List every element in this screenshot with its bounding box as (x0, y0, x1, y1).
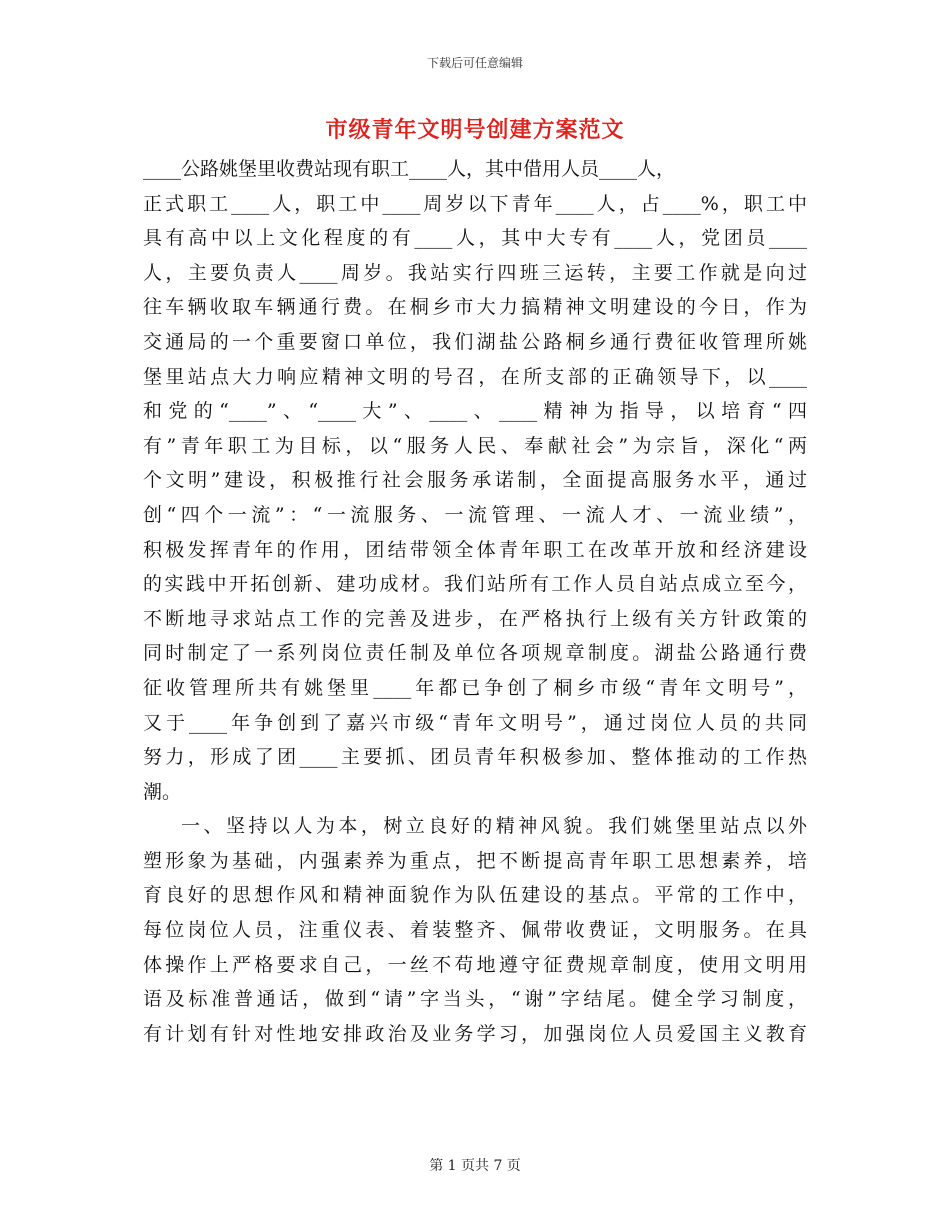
body-line: 育良好的思想作风和精神面貌作为队伍建设的基点。平常的工作中， (143, 884, 807, 907)
body-line: ____公路姚堡里收费站现有职工____人，其中借用人员____人， (143, 158, 676, 180)
body-line: 和党的“____”、“____大”、____、____精神为指导，以培育“四 (143, 400, 807, 423)
body-line: 人，主要负责人____周岁。我站实行四班三运转，主要工作就是向过 (143, 261, 807, 284)
body-line: 努力，形成了团____主要抓、团员青年积极参加、整体推动的工作热 (143, 746, 807, 769)
body-line: 交通局的一个重要窗口单位，我们湖盐公路桐乡通行费征收管理所姚 (143, 330, 807, 353)
body-line: 积极发挥青年的作用，团结带领全体青年职工在改革开放和经济建设 (143, 538, 807, 561)
body-line: 创“四个一流”：“一流服务、一流管理、一流人才、一流业绩”， (143, 503, 807, 526)
page-header-note: 下载后可任意编辑 (426, 56, 523, 70)
body-line: 一、坚持以人为本，树立良好的精神风貌。我们姚堡里站点以外 (181, 815, 807, 838)
body-line: 具有高中以上文化程度的有____人，其中大专有____人，党团员____ (143, 227, 807, 250)
body-line: 同时制定了一系列岗位责任制及单位各项规章制度。湖盐公路通行费 (143, 642, 807, 665)
body-line: 每位岗位人员，注重仪表、着装整齐、佩带收费证，文明服务。在具 (143, 919, 807, 942)
body-line: 个文明”建设，积极推行社会服务承诺制，全面提高服务水平，通过 (143, 469, 807, 492)
body-line: 的实践中开拓创新、建功成材。我们站所有工作人员自站点成立至今， (143, 573, 807, 596)
body-line: 正式职工____人，职工中____周岁以下青年____人，占____%，职工中 (143, 192, 807, 215)
body-line: 又于____年争创到了嘉兴市级“青年文明号”，通过岗位人员的共同 (143, 711, 807, 734)
body-line: 语及标准普通话，做到“请”字当头，“谢”字结尾。健全学习制度， (143, 988, 807, 1011)
body-line: 不断地寻求站点工作的完善及进步，在严格执行上级有关方针政策的 (143, 607, 807, 630)
document-title: 市级青年文明号创建方案范文 (325, 117, 625, 143)
body-line: 往车辆收取车辆通行费。在桐乡市大力搞精神文明建设的今日，作为 (143, 296, 807, 319)
body-line: 塑形象为基础，内强素养为重点，把不断提高青年职工思想素养，培 (143, 849, 807, 872)
body-line: 堡里站点大力响应精神文明的号召，在所支部的正确领导下，以____ (143, 365, 807, 388)
body-line: 潮。 (143, 780, 182, 803)
body-line: 有计划有针对性地安排政治及业务学习，加强岗位人员爱国主义教育 (143, 1022, 807, 1045)
body-line: 征收管理所共有姚堡里____年都已争创了桐乡市级“青年文明号”， (143, 676, 807, 699)
page-footer-number: 第 1 页共 7 页 (429, 1158, 521, 1174)
body-line: 体操作上严格要求自己，一丝不苟地遵守征费规章制度，使用文明用 (143, 953, 807, 976)
body-line: 有”青年职工为目标，以“服务人民、奉献社会”为宗旨，深化“两 (143, 434, 807, 457)
document-body (143, 152, 807, 1051)
